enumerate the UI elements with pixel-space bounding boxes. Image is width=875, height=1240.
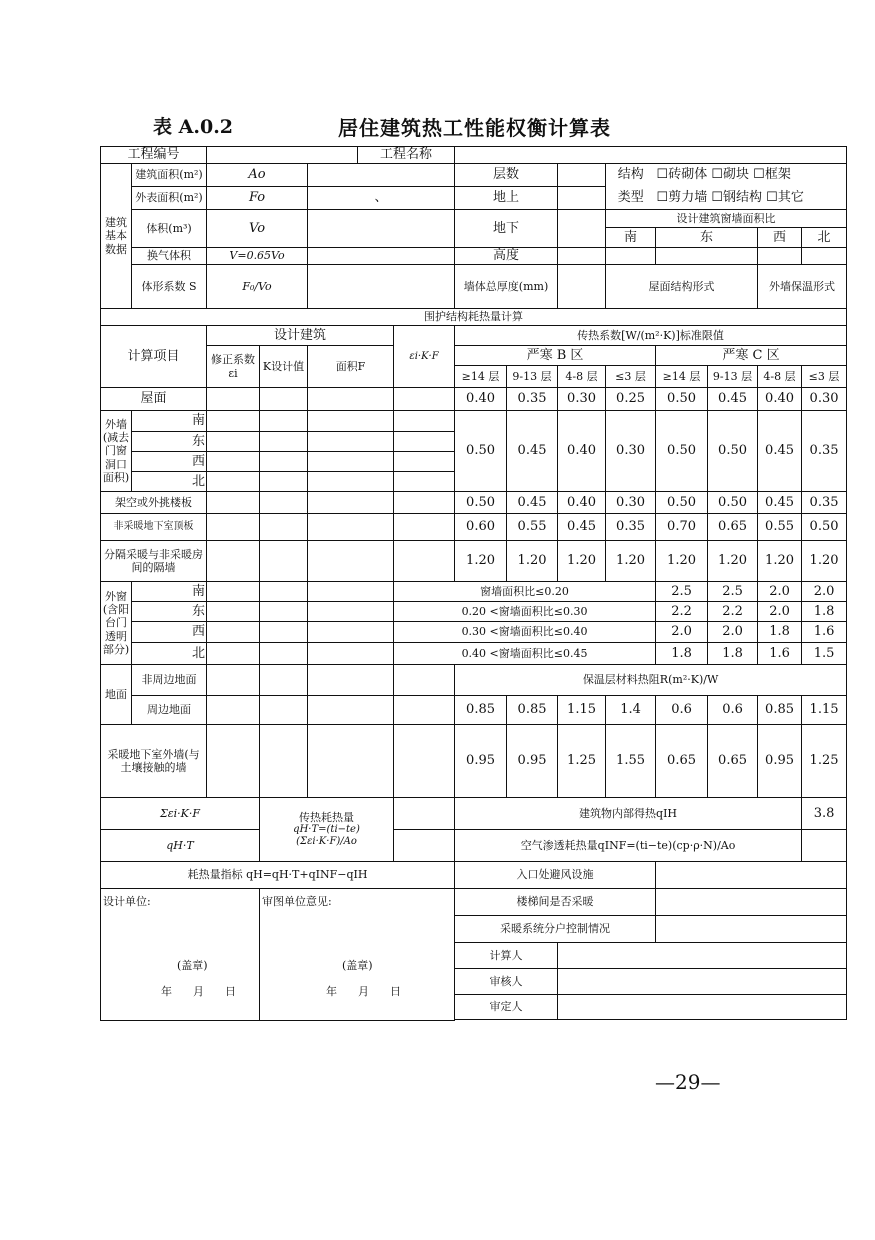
ekf-header: εi·K·F	[394, 326, 455, 388]
volume-blank	[308, 210, 455, 248]
opt-steel-label: 钢结构	[723, 189, 763, 205]
window-c-val: 1.8	[758, 622, 802, 643]
wall-dir-south: 南	[132, 411, 207, 432]
vent-volume-symbol: V=0.65Vo	[207, 248, 308, 265]
dir-east: 东	[656, 228, 758, 248]
struct-options-1	[656, 164, 847, 187]
basement-roof-label: 非采暖地下室顶板	[101, 514, 207, 541]
win-e-f	[308, 602, 394, 622]
partition-label: 分隔采暖与非采暖房间的隔墙	[101, 541, 207, 582]
basement-roof-val: 0.45	[558, 514, 606, 541]
partition-val: 1.20	[802, 541, 847, 582]
window-c-val: 2.5	[656, 582, 708, 602]
basement-roof-val: 0.35	[606, 514, 656, 541]
gp-k	[260, 696, 308, 725]
ground-val: 1.15	[802, 696, 847, 725]
roof-val: 0.50	[656, 388, 708, 411]
pt-ekf	[394, 541, 455, 582]
transmission-title: 传热耗热量	[299, 810, 355, 824]
wall-w-f	[308, 452, 394, 472]
cat-c-9-13: 9-13 层	[708, 366, 758, 388]
ground-val: 0.6	[708, 696, 758, 725]
struct-options-2	[656, 187, 847, 210]
wwr-s-value	[606, 248, 656, 265]
overhang-val: 0.45	[507, 492, 558, 514]
window-dir-north: 北	[132, 643, 207, 665]
bw-f	[308, 725, 394, 798]
q-ht-value	[394, 830, 455, 862]
wall-w-ekf	[394, 452, 455, 472]
cat-b-9-13: 9-13 层	[507, 366, 558, 388]
wall-val: 0.45	[758, 411, 802, 492]
win-s-e	[207, 582, 260, 602]
bw-e	[207, 725, 260, 798]
window-c-val: 2.2	[708, 602, 758, 622]
window-ratio-2: 0.20 <窗墙面积比≤0.30	[394, 602, 656, 622]
sum-ekf-value	[394, 798, 455, 830]
cat-b-4-8: 4-8 层	[558, 366, 606, 388]
wwr-label: 设计建筑窗墙面积比	[606, 210, 847, 228]
height-value	[558, 248, 606, 265]
design-seal: (盖章)	[177, 959, 208, 972]
wall-n-e	[207, 472, 260, 492]
height-label: 高度	[455, 248, 558, 265]
window-c-val: 2.0	[802, 582, 847, 602]
oh-ekf	[394, 492, 455, 514]
heat-index-label: 耗热量指标 qH=qH·T+qINF−qIH	[101, 862, 455, 889]
volume-symbol: Vo	[207, 210, 308, 248]
basic-data-label: 建筑基本数据	[101, 164, 132, 309]
wall-val: 0.30	[606, 411, 656, 492]
area-symbol: Ao	[207, 164, 308, 187]
calc-person-value	[558, 943, 847, 969]
below-label: 地下	[455, 210, 558, 248]
pt-e	[207, 541, 260, 582]
page-title: 居住建筑热工性能权衡计算表	[338, 116, 611, 140]
check-person-label: 审核人	[455, 969, 558, 995]
wall-n-k	[260, 472, 308, 492]
wall-dir-north: 北	[132, 472, 207, 492]
roof-label: 屋面	[101, 388, 207, 411]
basement-wall-val: 0.65	[656, 725, 708, 798]
wall-s-e	[207, 411, 260, 432]
wwr-n-value	[802, 248, 847, 265]
household-control-label: 采暖系统分户控制情况	[455, 916, 656, 943]
gp-e	[207, 696, 260, 725]
perimeter-label: 周边地面	[132, 696, 207, 725]
opt-masonry-label: 砖砌体	[668, 167, 708, 183]
cat-b-14: ≥14 层	[455, 366, 507, 388]
date-year: 年	[326, 985, 338, 998]
bw-ekf	[394, 725, 455, 798]
overhang-val: 0.50	[455, 492, 507, 514]
wall-insulation-label: 外墙保温形式	[758, 265, 847, 309]
basement-wall-val: 0.65	[708, 725, 758, 798]
area-f-header: 面积F	[308, 346, 394, 388]
dir-west: 西	[758, 228, 802, 248]
spacer	[455, 1020, 847, 1021]
overhang-label: 架空或外挑楼板	[101, 492, 207, 514]
partition-val: 1.20	[507, 541, 558, 582]
partition-val: 1.20	[708, 541, 758, 582]
wall-dir-east: 东	[132, 432, 207, 452]
struct-label-2: 类型	[606, 187, 656, 210]
calc-item-header: 计算项目	[101, 326, 207, 388]
basement-roof-val: 0.50	[802, 514, 847, 541]
overhang-val: 0.50	[708, 492, 758, 514]
window-c-val: 2.5	[708, 582, 758, 602]
window-c-val: 1.6	[802, 622, 847, 643]
date-day: 日	[389, 985, 401, 998]
page-number: —29—	[655, 1070, 721, 1094]
window-dir-west: 西	[132, 622, 207, 643]
section-title: 围护结构耗热量计算	[101, 309, 847, 326]
transmission-formula-2: (Σεi·K·F)/Ao	[296, 836, 357, 848]
wall-s-ekf	[394, 411, 455, 432]
br-ekf	[394, 514, 455, 541]
internal-gain-label: 建筑物内部得热qIH	[455, 798, 802, 830]
dir-north: 北	[802, 228, 847, 248]
outer-area-label: 外表面积(m²)	[132, 187, 207, 210]
br-e	[207, 514, 260, 541]
overhang-val: 0.45	[758, 492, 802, 514]
ground-val: 1.4	[606, 696, 656, 725]
window-c-val: 1.8	[708, 643, 758, 665]
roof-e	[207, 388, 260, 411]
basement-wall-val: 1.55	[606, 725, 656, 798]
ground-val: 0.85	[455, 696, 507, 725]
review-unit-cell	[260, 889, 455, 1021]
checkbox-steel[interactable]	[711, 190, 723, 205]
internal-gain-value: 3.8	[802, 798, 847, 830]
wall-label: 外墙(减去门窗洞口面积)	[101, 411, 132, 492]
volume-label: 体积(m³)	[132, 210, 207, 248]
cat-c-4-8: 4-8 层	[758, 366, 802, 388]
review-date	[326, 985, 401, 998]
wall-s-k	[260, 411, 308, 432]
zone-c-header: 严寒 C 区	[656, 346, 847, 366]
wall-val: 0.45	[507, 411, 558, 492]
window-c-val: 1.6	[758, 643, 802, 665]
review-unit-label: 审图单位意见:	[262, 895, 332, 908]
br-f	[308, 514, 394, 541]
ground-label: 地面	[101, 665, 132, 725]
calc-table	[100, 146, 847, 1021]
overhang-val: 0.30	[606, 492, 656, 514]
basement-roof-val: 0.65	[708, 514, 758, 541]
overhang-val: 0.50	[656, 492, 708, 514]
window-c-val: 2.0	[758, 582, 802, 602]
pt-f	[308, 541, 394, 582]
roof-val: 0.30	[802, 388, 847, 411]
opt-block-label: 砌块	[723, 167, 750, 183]
checkbox-block[interactable]	[711, 167, 723, 182]
shape-factor-symbol: F₀/Vo	[207, 265, 308, 309]
date-day: 日	[224, 985, 236, 998]
stair-heating-value	[656, 889, 847, 916]
roof-val: 0.45	[708, 388, 758, 411]
project-no-value	[207, 147, 358, 164]
wall-val: 0.40	[558, 411, 606, 492]
above-value	[558, 187, 606, 210]
wall-e-ekf	[394, 432, 455, 452]
infiltration-value	[802, 830, 847, 862]
wall-thickness-value	[558, 265, 606, 309]
outer-area-dot: 、	[308, 187, 455, 210]
wall-thickness-label: 墙体总厚度(mm)	[455, 265, 558, 309]
roof-val: 0.30	[558, 388, 606, 411]
win-e-e	[207, 602, 260, 622]
roof-f	[308, 388, 394, 411]
window-dir-south: 南	[132, 582, 207, 602]
wall-val: 0.35	[802, 411, 847, 492]
project-name-label: 工程名称	[358, 147, 455, 164]
gp-f	[308, 696, 394, 725]
opt-shear-wall-label: 剪力墙	[668, 189, 708, 205]
win-n-e	[207, 643, 260, 665]
gnp-e	[207, 665, 260, 696]
q-ht-label: qH·T	[101, 830, 260, 862]
area-blank	[308, 164, 455, 187]
cat-c-14: ≥14 层	[656, 366, 708, 388]
bw-k	[260, 725, 308, 798]
basement-roof-val: 0.60	[455, 514, 507, 541]
wall-s-f	[308, 411, 394, 432]
cat-c-3: ≤3 层	[802, 366, 847, 388]
br-k	[260, 514, 308, 541]
partition-val: 1.20	[558, 541, 606, 582]
wall-e-f	[308, 432, 394, 452]
entrance-label: 入口处避风设施	[455, 862, 656, 889]
window-ratio-1: 窗墙面积比≤0.20	[394, 582, 656, 602]
basement-wall-val: 1.25	[802, 725, 847, 798]
struct-label-1: 结构	[606, 164, 656, 187]
win-n-k	[260, 643, 308, 665]
stair-heating-label: 楼梯间是否采暖	[455, 889, 656, 916]
table-number: 表 A.0.2	[153, 116, 234, 138]
checkbox-frame[interactable]	[753, 167, 765, 182]
gnp-k	[260, 665, 308, 696]
wwr-e-value	[656, 248, 758, 265]
opt-other-label: 其它	[777, 189, 804, 205]
approve-person-value	[558, 995, 847, 1020]
outer-area-symbol: Fo	[207, 187, 308, 210]
wall-val: 0.50	[656, 411, 708, 492]
below-value	[558, 210, 606, 248]
cat-b-3: ≤3 层	[606, 366, 656, 388]
wall-val: 0.50	[455, 411, 507, 492]
basement-roof-val: 0.55	[507, 514, 558, 541]
gnp-f	[308, 665, 394, 696]
transmission-formula-1: qH·T=(ti−te)	[293, 824, 360, 836]
oh-e	[207, 492, 260, 514]
basement-wall-label: 采暖地下室外墙(与土壤接触的墙	[101, 725, 207, 798]
wall-e-k	[260, 432, 308, 452]
window-c-val: 1.5	[802, 643, 847, 665]
window-dir-east: 东	[132, 602, 207, 622]
partition-val: 1.20	[758, 541, 802, 582]
win-w-e	[207, 622, 260, 643]
wall-n-f	[308, 472, 394, 492]
ground-val: 0.6	[656, 696, 708, 725]
wall-w-k	[260, 452, 308, 472]
zone-b-header: 严寒 B 区	[455, 346, 656, 366]
window-c-val: 1.8	[656, 643, 708, 665]
entrance-value	[656, 862, 847, 889]
sum-ekf-label: Σεi·K·F	[101, 798, 260, 830]
wall-val: 0.50	[708, 411, 758, 492]
oh-k	[260, 492, 308, 514]
win-s-f	[308, 582, 394, 602]
win-n-f	[308, 643, 394, 665]
ground-val: 0.85	[507, 696, 558, 725]
window-c-val: 1.8	[802, 602, 847, 622]
wall-w-e	[207, 452, 260, 472]
window-c-val: 2.2	[656, 602, 708, 622]
window-c-val: 2.0	[708, 622, 758, 643]
project-name-value	[455, 147, 847, 164]
project-no-label: 工程编号	[101, 147, 207, 164]
date-month: 月	[358, 985, 369, 998]
partition-val: 1.20	[656, 541, 708, 582]
approve-person-label: 审定人	[455, 995, 558, 1020]
household-control-value	[656, 916, 847, 943]
date-month: 月	[192, 985, 204, 998]
gnp-ekf	[394, 665, 455, 696]
check-person-value	[558, 969, 847, 995]
k-design-header: K设计值	[260, 346, 308, 388]
checkbox-other[interactable]	[766, 190, 778, 205]
design-unit-cell	[101, 889, 260, 1021]
transmission-heat	[260, 798, 394, 862]
infiltration-label: 空气渗透耗热量qINF=(ti−te)(cp·ρ·N)/Ao	[455, 830, 802, 862]
partition-val: 1.20	[606, 541, 656, 582]
basement-wall-val: 0.95	[758, 725, 802, 798]
overhang-val: 0.35	[802, 492, 847, 514]
basement-wall-val: 0.95	[507, 725, 558, 798]
floors-value	[558, 164, 606, 187]
k-limit-header: 传热系数[W/(m²·K)]标准限值	[455, 326, 847, 346]
roof-val: 0.40	[455, 388, 507, 411]
roof-ekf	[394, 388, 455, 411]
win-w-f	[308, 622, 394, 643]
ground-val: 1.15	[558, 696, 606, 725]
basement-roof-val: 0.70	[656, 514, 708, 541]
ground-val: 0.85	[758, 696, 802, 725]
vent-blank	[308, 248, 455, 265]
window-c-val: 2.0	[758, 602, 802, 622]
window-label: 外窗(含阳台门透明部分)	[101, 582, 132, 665]
overhang-val: 0.40	[558, 492, 606, 514]
vent-volume-label: 换气体积	[132, 248, 207, 265]
date-year: 年	[161, 985, 172, 998]
wall-dir-west: 西	[132, 452, 207, 472]
floors-label: 层数	[455, 164, 558, 187]
design-date	[161, 985, 236, 998]
non-perimeter-label: 非周边地面	[132, 665, 207, 696]
design-unit-label: 设计单位:	[103, 895, 151, 908]
area-label: 建筑面积(m²)	[132, 164, 207, 187]
gp-ekf	[394, 696, 455, 725]
wwr-w-value	[758, 248, 802, 265]
window-ratio-4: 0.40 <窗墙面积比≤0.45	[394, 643, 656, 665]
checkbox-masonry[interactable]	[657, 167, 669, 182]
roof-k	[260, 388, 308, 411]
design-bldg-header: 设计建筑	[207, 326, 394, 346]
opt-frame-label: 框架	[764, 167, 791, 183]
win-w-k	[260, 622, 308, 643]
oh-f	[308, 492, 394, 514]
shape-factor-label: 体形系数 S	[132, 265, 207, 309]
thermal-resistance-label: 保温层材料热阻R(m²·K)/W	[455, 665, 847, 696]
partition-val: 1.20	[455, 541, 507, 582]
review-seal: (盖章)	[342, 959, 373, 972]
above-label: 地上	[455, 187, 558, 210]
roof-val: 0.25	[606, 388, 656, 411]
pt-k	[260, 541, 308, 582]
calc-person-label: 计算人	[455, 943, 558, 969]
window-c-val: 2.0	[656, 622, 708, 643]
roof-val: 0.40	[758, 388, 802, 411]
dir-south: 南	[606, 228, 656, 248]
basement-wall-val: 0.95	[455, 725, 507, 798]
shape-blank	[308, 265, 455, 309]
roof-form-label: 屋面结构形式	[606, 265, 758, 309]
basement-roof-val: 0.55	[758, 514, 802, 541]
window-ratio-3: 0.30 <窗墙面积比≤0.40	[394, 622, 656, 643]
corr-factor-header: 修正系数εi	[207, 346, 260, 388]
win-s-k	[260, 582, 308, 602]
wall-n-ekf	[394, 472, 455, 492]
checkbox-shear-wall[interactable]	[657, 190, 669, 205]
basement-wall-val: 1.25	[558, 725, 606, 798]
wall-e-e	[207, 432, 260, 452]
roof-val: 0.35	[507, 388, 558, 411]
win-e-k	[260, 602, 308, 622]
